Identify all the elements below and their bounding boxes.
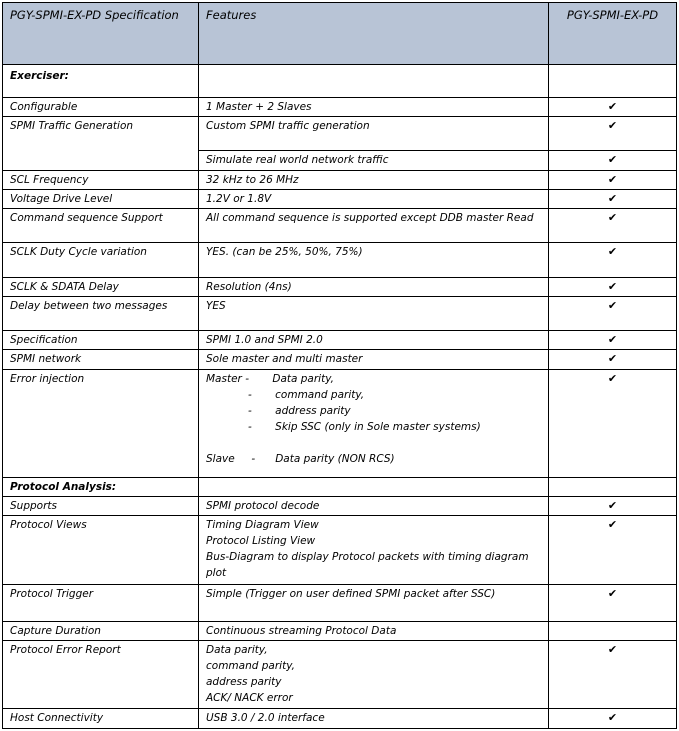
table-row	[3, 350, 677, 370]
check-mark-icon: ✔	[549, 117, 677, 151]
feature-line: Timing Diagram View	[206, 519, 319, 531]
feature-cell: Custom SPMI traffic generation	[199, 117, 549, 151]
spec-cell: SPMI Traffic Generation	[3, 117, 199, 151]
check-mark-icon: ✔	[549, 350, 677, 370]
feature-cell: 32 kHz to 26 MHz	[199, 171, 549, 190]
table-row	[3, 243, 677, 278]
header-features: Features	[199, 3, 549, 65]
feature-cell: Continuous streaming Protocol Data	[199, 622, 549, 641]
spec-cell: Host Connectivity	[3, 709, 199, 729]
specification-table	[2, 2, 677, 729]
table-row	[3, 709, 677, 729]
table-row	[3, 209, 677, 243]
spec-cell: Protocol Views	[3, 516, 199, 585]
table-row-error-injection	[3, 370, 677, 478]
master-item: command parity,	[275, 389, 365, 401]
check-mark-icon: ✔	[549, 641, 677, 709]
table-row	[3, 516, 677, 585]
feature-cell: Resolution (4ns)	[199, 278, 549, 297]
check-mark-icon: ✔	[549, 209, 677, 243]
spec-cell: SCL Frequency	[3, 171, 199, 190]
slave-item: Data parity (NON RCS)	[275, 453, 395, 465]
check-mark-icon: ✔	[549, 278, 677, 297]
master-item: address parity	[275, 405, 351, 417]
spec-cell: Protocol Trigger	[3, 585, 199, 622]
section-protocol-analysis: Protocol Analysis:	[3, 478, 199, 497]
check-mark-icon: ✔	[549, 98, 677, 117]
spec-cell: Specification	[3, 331, 199, 350]
check-mark-icon: ✔	[549, 190, 677, 209]
section-row-protocol-analysis	[3, 478, 677, 497]
feature-cell: All command sequence is supported except DDB master Read	[199, 209, 549, 243]
table-row	[3, 331, 677, 350]
table-row	[3, 641, 677, 709]
feature-line: Protocol Listing View	[206, 535, 316, 547]
header-row	[3, 3, 677, 65]
section-exerciser: Exerciser:	[3, 65, 199, 98]
table-row	[3, 585, 677, 622]
check-mark-icon: ✔	[549, 370, 677, 478]
feature-cell	[199, 641, 549, 709]
error-injection-details: Master - Data parity, - command parity, - address parity - Skip SSC (only in Sole master systems) Slave - Data parity (NON RCS)	[199, 370, 549, 478]
feature-cell: 1 Master + 2 Slaves	[199, 98, 549, 117]
feature-cell: USB 3.0 / 2.0 interface	[199, 709, 549, 729]
check-mark-icon: ✔	[549, 497, 677, 516]
check-mark-icon: ✔	[549, 151, 677, 171]
feature-cell: SPMI protocol decode	[199, 497, 549, 516]
feature-line: ACK/ NACK error	[206, 692, 293, 704]
check-mark-icon: ✔	[549, 585, 677, 622]
spec-cell: SCLK & SDATA Delay	[3, 278, 199, 297]
feature-cell: YES. (can be 25%, 50%, 75%)	[199, 243, 549, 278]
spec-cell: Configurable	[3, 98, 199, 117]
table-row	[3, 117, 677, 151]
spec-cell: Protocol Error Report	[3, 641, 199, 709]
table-row	[3, 98, 677, 117]
spec-cell: Delay between two messages	[3, 297, 199, 331]
spec-cell: Voltage Drive Level	[3, 190, 199, 209]
table-row	[3, 171, 677, 190]
spec-cell: Capture Duration	[3, 622, 199, 641]
table-row	[3, 278, 677, 297]
spec-cell	[3, 151, 199, 171]
header-product: PGY-SPMI-EX-PD	[549, 3, 677, 65]
slave-label: Slave	[206, 453, 235, 465]
check-mark-icon: ✔	[549, 171, 677, 190]
table-row	[3, 297, 677, 331]
spec-cell: Error injection	[3, 370, 199, 478]
spec-cell: SPMI network	[3, 350, 199, 370]
table-row	[3, 497, 677, 516]
section-row-exerciser	[3, 65, 677, 98]
spec-cell: Supports	[3, 497, 199, 516]
feature-cell: YES	[199, 297, 549, 331]
spec-cell: SCLK Duty Cycle variation	[3, 243, 199, 278]
spec-cell: Command sequence Support	[3, 209, 199, 243]
feature-line: address parity	[206, 676, 282, 688]
master-label: Master -	[206, 373, 249, 385]
feature-cell: SPMI 1.0 and SPMI 2.0	[199, 331, 549, 350]
feature-cell: 1.2V or 1.8V	[199, 190, 549, 209]
feature-cell: Simulate real world network traffic	[199, 151, 549, 171]
check-mark-icon: ✔	[549, 709, 677, 729]
header-spec: PGY-SPMI-EX-PD Specification	[3, 3, 199, 65]
feature-cell	[199, 516, 549, 585]
check-mark-icon: ✔	[549, 331, 677, 350]
feature-line: Bus-Diagram to display Protocol packets with timing diagram plot	[206, 551, 529, 579]
feature-cell: Simple (Trigger on user defined SPMI packet after SSC)	[199, 585, 549, 622]
table-row	[3, 151, 677, 171]
master-item: Skip SSC (only in Sole master systems)	[275, 421, 481, 433]
check-mark-icon: ✔	[549, 516, 677, 585]
table-row	[3, 190, 677, 209]
feature-cell: Sole master and multi master	[199, 350, 549, 370]
master-item: Data parity,	[272, 373, 334, 385]
check-mark-icon: ✔	[549, 243, 677, 278]
check-mark-icon: ✔	[549, 297, 677, 331]
table-row	[3, 622, 677, 641]
feature-line: command parity,	[206, 660, 295, 672]
feature-line: Data parity,	[206, 644, 268, 656]
